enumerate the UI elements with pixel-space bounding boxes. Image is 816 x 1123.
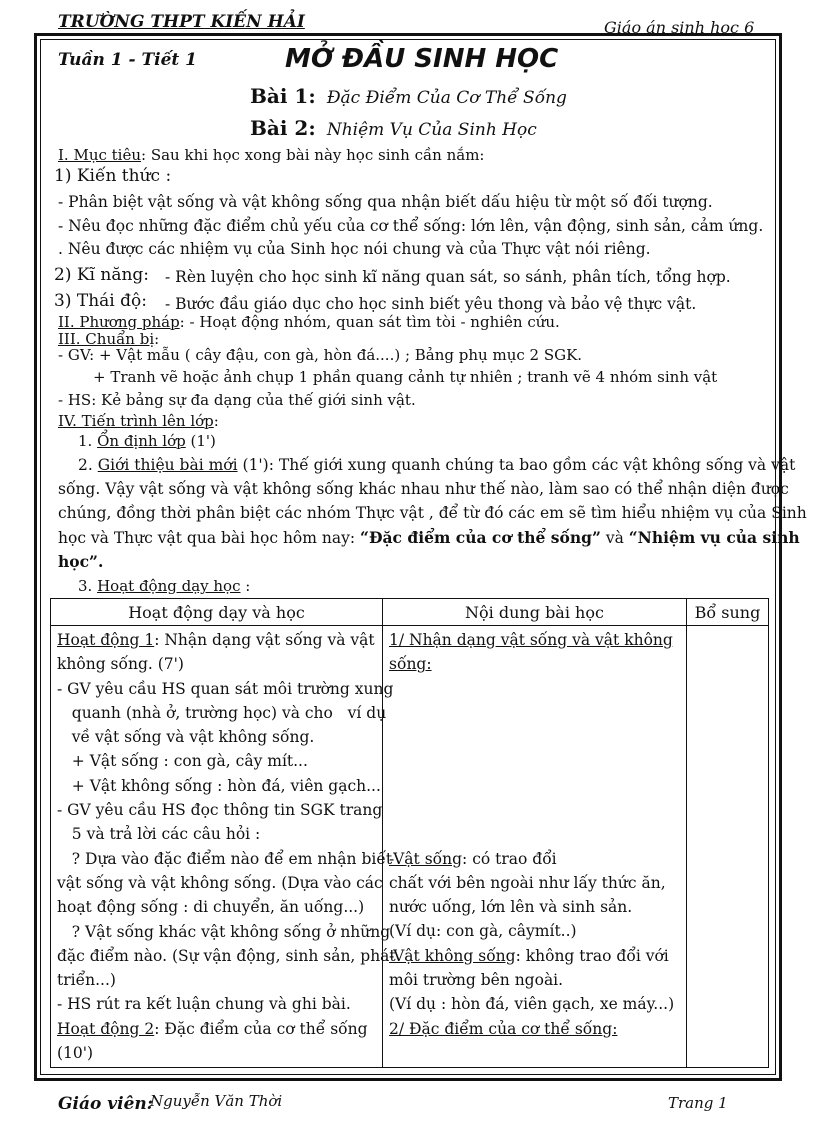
activity1-rest-2: không sống. (7') [57,655,184,674]
procedure-heading: IV. Tiến trình lên lớp [58,412,214,430]
step3-colon: : [245,577,251,595]
skills-text: - Rèn luyện cho học sinh kĩ năng quan sát, so sánh, phân tích, tổng hợp. [165,268,731,286]
step2-line-3: chúng, đồng thời phân biệt các nhóm Thực vật , để từ đó các em sẽ tìm hiểu nhiệm vụ của Sinh [58,504,807,522]
preparation-colon: : [154,330,160,348]
step1-line [78,432,216,450]
content-living [389,847,680,871]
step2-quote-2: “Nhiệm vụ của sinh [628,528,800,547]
knowledge-heading: 1) Kiến thức : [54,166,172,186]
step3-label: Hoạt động dạy học [97,577,241,595]
subject-title: Giáo án sinh học 6 [604,18,755,37]
step1-prefix: 1. [78,432,93,450]
activity-line: về vật sống và vật không sống. [57,728,315,747]
header-content: Nội dung bài học [383,599,687,626]
method-heading: II. Phương pháp [58,313,180,331]
step2-prefix: 2. [78,456,93,474]
content-living-label: -Vật sống [389,849,463,868]
procedure-colon: : [213,412,219,430]
content-line: nước uống, lớn lên và sinh sản. [389,898,633,917]
activity-line: - GV yêu cầu HS quan sát môi trường xung [57,679,394,698]
activity2-title: Hoạt động 2 [57,1019,155,1038]
page-label-text: Trang [668,1094,714,1112]
week-label: Tuần 1 - Tiết 1 [58,50,197,70]
preparation-heading: III. Chuẩn bị [58,330,155,348]
activity1-rest: : Nhận dạng vật sống và vật [154,631,375,649]
activity-line: ? Dựa vào đặc điểm nào để em nhận biết [57,849,393,868]
page-label [668,1094,728,1112]
activity-line: hoạt động sống : di chuyển, ăn uống...) [57,898,365,917]
activity-line: - HS rút ra kết luận chung và ghi bài. [57,995,351,1014]
lesson1-label: Bài 1 [250,84,309,108]
activity1-heading [57,628,376,652]
teacher-name: Nguyễn Văn Thời [150,1092,283,1110]
content-nonliving-rest: : không trao đổi với [515,946,669,965]
activity-line: ? Vật sống khác vật không sống ở những [57,922,391,941]
teacher-label: Giáo viên: [58,1094,154,1114]
step3-prefix: 3. [78,577,93,595]
content1-heading-2: sống: [389,655,432,674]
activity-line: triển...) [57,971,116,990]
page-number: 1 [718,1094,728,1112]
content-line: (Ví dụ : hòn đá, viên gạch, xe máy...) [389,995,675,1014]
activity2-time: (10') [57,1044,94,1063]
content-cell [383,626,687,1068]
procedure-line [58,412,219,430]
lesson2-label: Bài 2 [250,116,309,140]
activity-line: + Vật không sống : hòn đá, viên gạch... [57,776,381,795]
skills-heading: 2) Kĩ năng: [54,265,150,285]
content2-heading: 2/ Đặc điểm của cơ thể sống: [389,1019,618,1038]
content-nonliving-label: -Vật không sống [389,946,516,965]
step2-line-a: (1'): Thế giới xung quanh chúng ta bao gồm các vật không sống và vật [242,456,796,474]
knowledge-item-2: - Nêu đọc những đặc điểm chủ yếu của cơ thể sống: lớn lên, vận động, sinh sản, cảm ứng. [58,217,764,235]
method-line [58,313,560,331]
attitude-text: - Bước đầu giáo dục cho học sinh biết yêu thong và bảo vệ thực vật. [165,295,697,313]
step2-line-5: học”. [58,552,104,571]
preparation-hs: - HS: Kẻ bảng sự đa dạng của thế giới sinh vật. [58,391,416,409]
content-line: môi trường bên ngoài. [389,971,564,990]
preparation-gv-1: - GV: + Vật mẫu ( cây đậu, con gà, hòn đá....) ; Bảng phụ mục 2 SGK. [58,346,583,364]
step2-line-1 [78,456,795,474]
step2-line-4 [58,528,800,547]
content-living-rest: : có trao đổi [462,849,557,868]
school-name: TRƯỜNG THPT KIẾN HẢI [58,12,305,32]
step2-label: Giới thiệu bài mới [97,456,238,474]
table-header-row [51,599,769,626]
step2-quote-1: “Đặc điểm của cơ thể sống” [360,528,601,547]
teaching-activity-table [50,598,769,1068]
objectives-line [58,146,485,164]
activities-cell [51,626,396,1068]
knowledge-item-1: - Phân biệt vật sống và vật không sống qua nhận biết dấu hiệu từ một số đối tượng. [58,193,713,211]
attitude-heading: 3) Thái độ: [54,291,147,311]
preparation-gv-2: + Tranh vẽ hoặc ảnh chụp 1 phần quang cảnh tự nhiên ; tranh vẽ 4 nhóm sinh vật [93,368,718,386]
content1-heading: 1/ Nhận dạng vật sống và vật không [389,631,673,649]
step2-line-2: sống. Vậy vật sống và vật không sống khác nhau như thế nào, làm sao có thể nhận diện được [58,480,789,498]
activity-line: quanh (nhà ở, trường học) và cho ví dụ [57,703,387,722]
step1-label: Ổn định lớp [97,432,186,450]
step2-last-text: học và Thực vật qua bài học hôm nay: [58,529,356,547]
step1-time: (1') [190,432,216,450]
step3-line [78,577,250,595]
lesson1-heading: Bài 1: Đặc Điểm Của Cơ Thể Sống [250,84,567,108]
content-line: (Ví dụ: con gà, câymít..) [389,922,577,941]
activity-line: + Vật sống : con gà, cây mít... [57,752,308,771]
activity2-rest: : Đặc điểm của cơ thể sống [154,1019,368,1038]
lesson1-title: Đặc Điểm Của Cơ Thể Sống [326,88,567,108]
header-activities: Hoạt động dạy và học [51,599,383,626]
activity2-heading [57,1017,376,1041]
method-text: : - Hoạt động nhóm, quan sát tìm tòi - nghiên cứu. [179,313,560,331]
content-nonliving [389,944,680,968]
table-body-row [51,626,769,1068]
content-line: chất với bên ngoài như lấy thức ăn, [389,873,666,892]
supplement-cell [687,626,769,1068]
lesson2-title: Nhiệm Vụ Của Sinh Học [326,120,537,140]
activity-line: 5 và trả lời các câu hỏi : [57,825,261,844]
activity1-title: Hoạt động 1 [57,631,155,649]
activity-line: đặc điểm nào. (Sự vận động, sinh sản, phát [57,946,396,965]
knowledge-item-3: . Nêu được các nhiệm vụ của Sinh học nói chung và của Thực vật nói riêng. [58,240,651,258]
header-supplement: Bổ sung [687,599,769,626]
step2-and: và [605,529,624,547]
main-title: MỞ ĐẦU SINH HỌC [285,44,559,74]
activity-line: - GV yêu cầu HS đọc thông tin SGK trang [57,801,383,820]
objectives-intro: : Sau khi học xong bài này học sinh cần nắm: [141,146,485,164]
objectives-heading: I. Mục tiêu [58,146,142,164]
activity-line: vật sống và vật không sống. (Dựa vào các [57,873,383,892]
lesson2-heading: Bài 2: Nhiệm Vụ Của Sinh Học [250,116,537,140]
